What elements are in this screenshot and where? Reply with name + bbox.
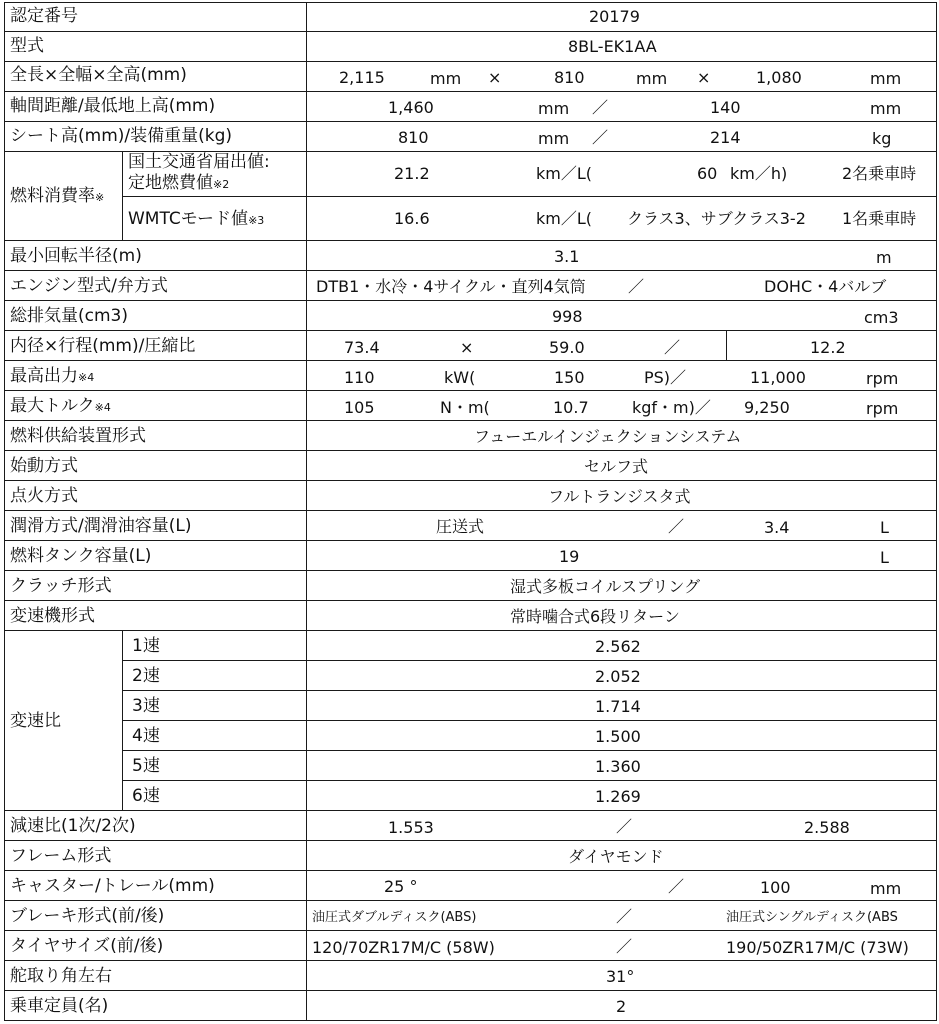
grid-line (122, 196, 936, 197)
bore-stroke-label: 内径×行程(mm)/圧縮比 (10, 336, 196, 356)
grid-line (4, 840, 936, 841)
grid-line (122, 750, 936, 751)
clutch-value: 湿式多板コイルスプリング (510, 577, 701, 596)
reduction-primary: 1.553 (388, 818, 434, 837)
power-rpm-unit: rpm (866, 369, 899, 388)
caster-sep: ／ (668, 877, 685, 896)
fuel-tank-label: 燃料タンク容量(L) (10, 546, 152, 566)
grid-line (122, 630, 123, 810)
wheelbase-label: 軸間距離/最低地上高(mm) (10, 96, 216, 116)
displacement-value: 998 (552, 307, 583, 326)
lubrication-method: 圧送式 (436, 517, 485, 536)
gear-5-label: 5速 (132, 756, 160, 776)
grid-line (4, 450, 936, 451)
grid-line (4, 300, 936, 301)
gear-5-ratio: 1.360 (595, 757, 641, 776)
grid-line (4, 330, 936, 331)
grid-line (4, 810, 936, 811)
torque-nm-unit: N・m( (440, 398, 490, 417)
grid-line (4, 630, 936, 631)
grid-line (4, 270, 936, 271)
times-1: × (488, 68, 502, 87)
capacity-label: 乗車定員(名) (10, 996, 109, 1016)
reduction-secondary: 2.588 (804, 818, 850, 837)
length-unit: mm (430, 69, 462, 88)
engine-value: DTB1・水冷・4サイクル・直列4気筒 (316, 277, 586, 296)
power-rpm: 11,000 (750, 368, 806, 387)
brakes-label: ブレーキ形式(前/後) (10, 906, 165, 926)
grid-line (4, 570, 936, 571)
torque-kgfm: 10.7 (553, 398, 589, 417)
seat-height-unit: mm (538, 129, 570, 148)
gear-2-label: 2速 (132, 666, 160, 686)
width-unit: mm (636, 69, 668, 88)
length-value: 2,115 (339, 68, 385, 87)
mlit-unit: km／L( (536, 164, 593, 183)
mlit-label-line1: 国土交通省届出値: (128, 152, 270, 172)
grid-line (4, 61, 936, 62)
grid-line (4, 31, 936, 32)
wheelbase-value: 1,460 (388, 98, 434, 117)
gear-6-label: 6速 (132, 786, 160, 806)
fuel-tank-unit: L (880, 548, 889, 567)
power-kw: 110 (344, 368, 375, 387)
lubrication-sep: ／ (668, 517, 685, 536)
mlit-label-line2: 定地燃費値※2 (128, 173, 230, 193)
gear-4-label: 4速 (132, 726, 160, 746)
model-value: 8BL-EK1AA (568, 37, 657, 56)
max-torque-label: 最大トルク※4 (10, 396, 111, 416)
height-unit: mm (870, 69, 902, 88)
steering-label: 舵取り角左右 (10, 966, 112, 986)
grid-line (4, 900, 936, 901)
height-value: 1,080 (756, 68, 802, 87)
caster-label: キャスター/トレール(mm) (10, 876, 215, 896)
gear-1-label: 1速 (132, 636, 160, 656)
trail-unit: mm (870, 879, 902, 898)
wmtc-value: 16.6 (394, 209, 430, 228)
bore-times: × (460, 338, 474, 357)
stroke-value: 59.0 (549, 338, 585, 357)
model-label: 型式 (10, 36, 44, 56)
tires-sep: ／ (616, 937, 633, 956)
grid-line (4, 420, 936, 421)
grid-line (936, 2, 937, 1021)
frame-label: フレーム形式 (10, 846, 112, 866)
grid-line (4, 121, 936, 122)
brakes-front: 油圧式ダブルディスク(ABS) (312, 910, 477, 925)
gear-4-ratio: 1.500 (595, 727, 641, 746)
grid-line (4, 870, 936, 871)
displacement-label: 総排気量(cm3) (10, 306, 128, 326)
reduction-label: 減速比(1次/2次) (10, 816, 136, 836)
bore-sep: ／ (664, 338, 681, 357)
wmtc-riders: 1名乗車時 (842, 209, 917, 228)
lubrication-label: 潤滑方式/潤滑油容量(L) (10, 516, 192, 536)
torque-rpm-unit: rpm (866, 399, 899, 418)
engine-sep: ／ (628, 277, 645, 296)
grid-line (4, 540, 936, 541)
torque-nm: 105 (344, 398, 375, 417)
cert-no-label: 認定番号 (10, 6, 78, 26)
seat-height-value: 810 (398, 128, 429, 147)
torque-kgfm-unit: kgf・m)／ (632, 398, 711, 417)
wmtc-unit: km／L( (536, 209, 593, 228)
tires-rear: 190/50ZR17M/C (73W) (726, 938, 909, 957)
turning-radius-unit: m (876, 248, 892, 267)
gear-2-ratio: 2.052 (595, 667, 641, 686)
times-2: × (697, 68, 711, 87)
dimensions-label: 全長×全幅×全高(mm) (10, 65, 187, 85)
caster-value: 25 ° (384, 877, 418, 896)
turning-radius-label: 最小回転半径(m) (10, 246, 142, 266)
tires-front: 120/70ZR17M/C (58W) (312, 938, 495, 957)
tires-label: タイヤサイズ(前/後) (10, 936, 164, 956)
turning-radius-value: 3.1 (554, 247, 580, 266)
compression-value: 12.2 (810, 338, 846, 357)
spec-table (4, 2, 937, 1022)
power-kw-unit: kW( (444, 368, 476, 387)
mlit-speed: 60 (697, 164, 718, 183)
grid-line (122, 660, 936, 661)
grid-line (4, 510, 936, 511)
grid-line (122, 720, 936, 721)
width-value: 810 (554, 68, 585, 87)
lubrication-unit: L (880, 518, 889, 537)
reduction-sep: ／ (616, 817, 633, 836)
grid-line (4, 360, 936, 361)
gear-ratio-label: 変速比 (10, 711, 61, 731)
wmtc-class: クラス3、サブクラス3-2 (627, 209, 806, 228)
grid-line (4, 91, 936, 92)
seat-label: シート高(mm)/装備重量(kg) (10, 126, 233, 146)
wheelbase-sep: ／ (592, 98, 609, 117)
ignition-value: フルトランジスタ式 (548, 487, 691, 506)
weight-unit: kg (872, 129, 892, 148)
wmtc-label: WMTCモード値※3 (128, 209, 265, 229)
brakes-sep: ／ (616, 907, 633, 926)
max-power-label: 最高出力※4 (10, 366, 95, 386)
capacity-value: 2 (616, 997, 627, 1016)
gear-3-label: 3速 (132, 696, 160, 716)
fuel-tank-value: 19 (559, 547, 580, 566)
grid-line (4, 960, 936, 961)
grid-line (4, 390, 936, 391)
gear-1-ratio: 2.562 (595, 637, 641, 656)
cert-no-value: 20179 (589, 7, 640, 26)
starting-value: セルフ式 (584, 457, 649, 476)
starting-label: 始動方式 (10, 456, 78, 476)
grid-line (4, 2, 936, 3)
mlit-riders: 2名乗車時 (842, 164, 917, 183)
grid-line (4, 600, 936, 601)
torque-rpm: 9,250 (744, 398, 790, 417)
grid-line (122, 690, 936, 691)
seat-sep: ／ (592, 128, 609, 147)
power-ps-unit: PS)／ (644, 368, 687, 387)
trail-value: 100 (760, 878, 791, 897)
fuel-system-value: フューエルインジェクションシステム (474, 427, 742, 446)
grid-line (4, 930, 936, 931)
fuel-consumption-label: 燃料消費率※ (10, 186, 105, 206)
bore-value: 73.4 (344, 338, 380, 357)
grid-line (4, 990, 936, 991)
grid-line (122, 151, 123, 240)
engine-type-label: エンジン型式/弁方式 (10, 276, 168, 296)
transmission-value: 常時噛合式6段リターン (510, 607, 680, 626)
frame-value: ダイヤモンド (568, 847, 664, 866)
ground-clearance-unit: mm (870, 99, 902, 118)
transmission-label: 変速機形式 (10, 606, 95, 626)
lubrication-capacity: 3.4 (764, 518, 790, 537)
grid-line (306, 2, 307, 1021)
grid-line (4, 2, 5, 1021)
wheelbase-unit: mm (538, 99, 570, 118)
mlit-speed-unit: km／h) (730, 164, 788, 183)
steering-value: 31° (606, 967, 635, 986)
gear-3-ratio: 1.714 (595, 697, 641, 716)
fuel-system-label: 燃料供給装置形式 (10, 426, 146, 446)
ground-clearance-value: 140 (710, 98, 741, 117)
displacement-unit: cm3 (864, 308, 899, 327)
grid-line (4, 240, 936, 241)
grid-line (122, 780, 936, 781)
brakes-rear: 油圧式シングルディスク(ABS (726, 910, 898, 925)
clutch-label: クラッチ形式 (10, 576, 112, 596)
power-ps: 150 (554, 368, 585, 387)
grid-line (726, 330, 727, 360)
grid-line (4, 480, 936, 481)
weight-value: 214 (710, 128, 741, 147)
ignition-label: 点火方式 (10, 486, 78, 506)
mlit-value: 21.2 (394, 164, 430, 183)
valve-value: DOHC・4バルブ (764, 277, 887, 296)
gear-6-ratio: 1.269 (595, 787, 641, 806)
grid-line (4, 1020, 936, 1021)
